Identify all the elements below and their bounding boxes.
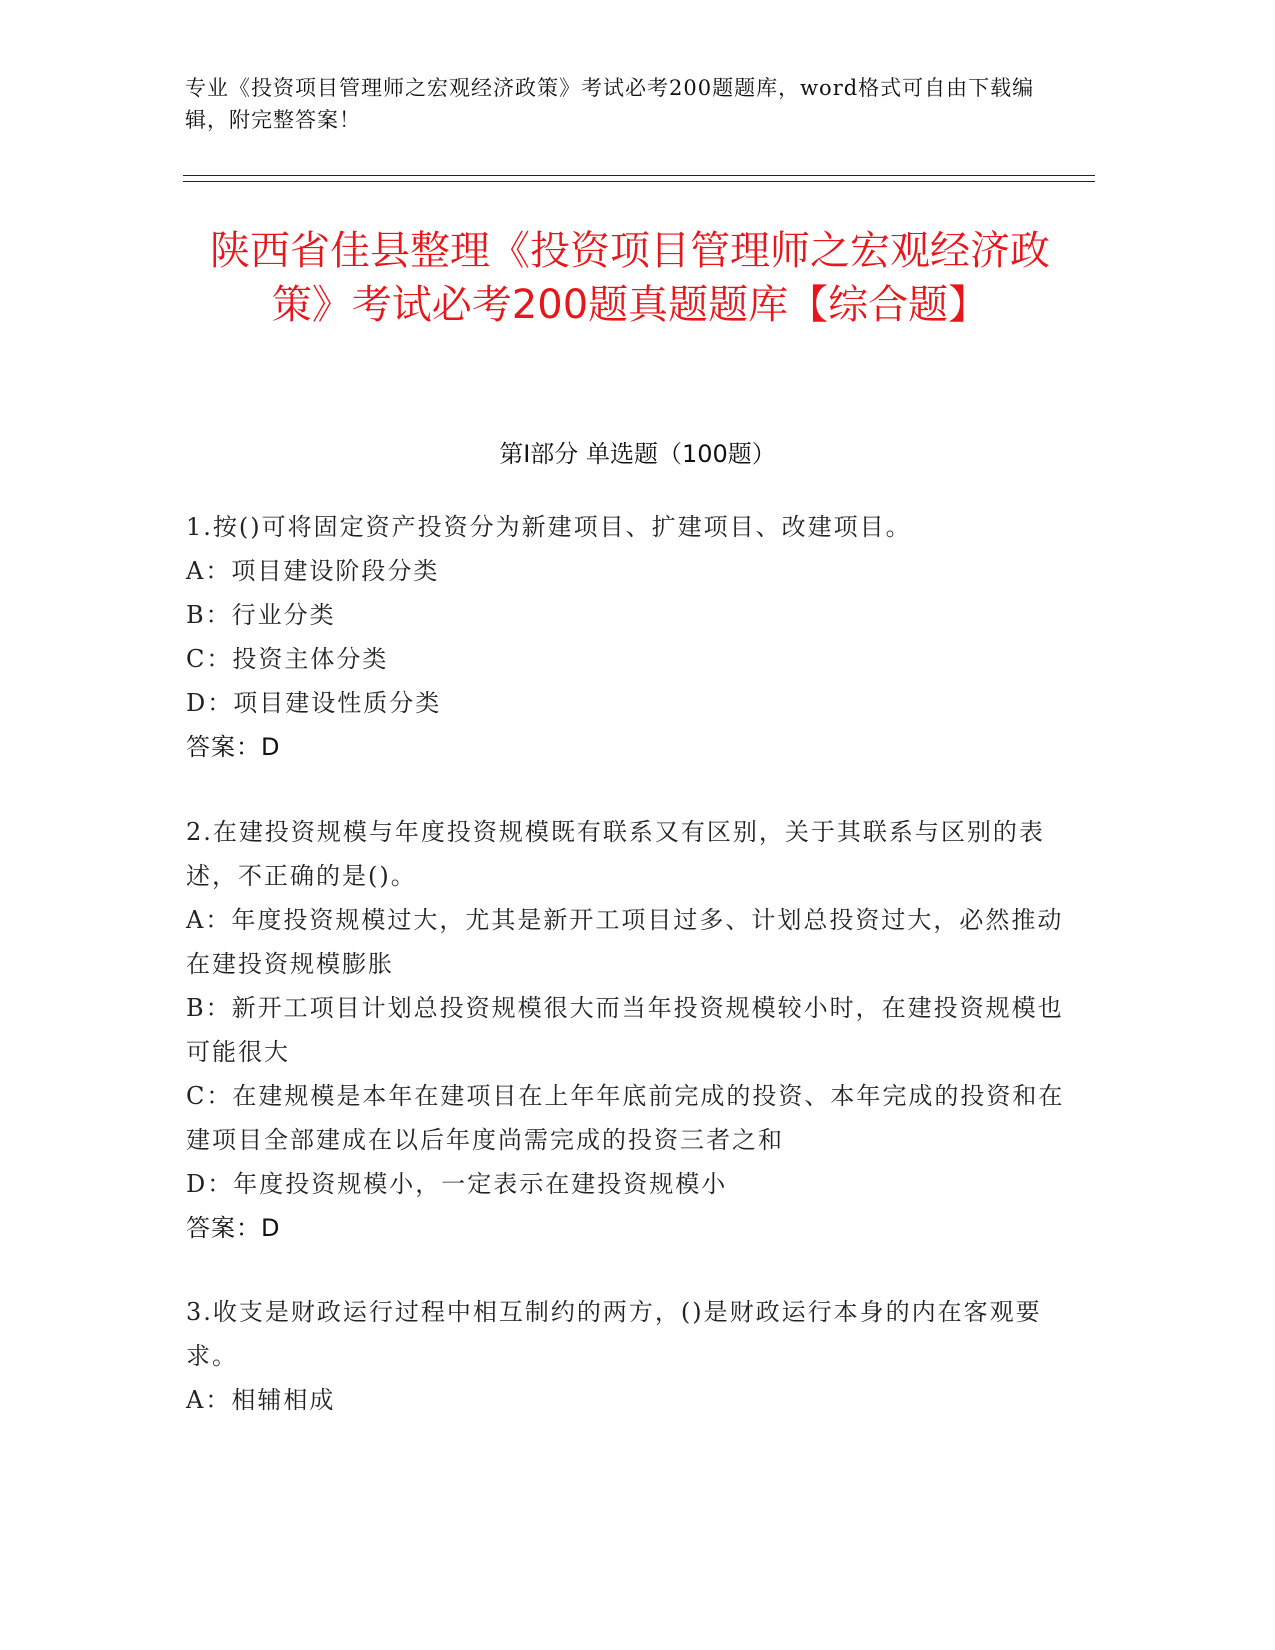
option-c: C：在建规模是本年在建项目在上年年底前完成的投资、本年完成的投资和在建项目全部建成在以后年度尚需完成的投资三者之和: [186, 1082, 1065, 1154]
option-a: A：项目建设阶段分类: [186, 557, 440, 585]
question-stem: 1.按()可将固定资产投资分为新建项目、扩建项目、改建项目。: [186, 513, 912, 541]
answer: 答案：D: [186, 733, 281, 761]
option-a: A：相辅相成: [186, 1386, 336, 1414]
option-c: C：投资主体分类: [186, 645, 389, 673]
question-block: [186, 505, 1066, 769]
question-stem: 2.在建投资规模与年度投资规模既有联系又有区别，关于其联系与区别的表述，不正确的是()。: [186, 818, 1045, 890]
question-block: [186, 810, 1066, 1250]
header-divider-bottom: [183, 181, 1095, 182]
answer: 答案：D: [186, 1214, 281, 1242]
option-b: B：行业分类: [186, 601, 336, 629]
section-heading: 第I部分 单选题（100题）: [499, 440, 776, 468]
option-a: A：年度投资规模过大，尤其是新开工项目过多、计划总投资过大，必然推动在建投资规模膨胀: [186, 906, 1064, 978]
header-note: 专业《投资项目管理师之宏观经济政策》考试必考200题题库，word格式可自由下载编辑，附完整答案！: [185, 76, 1035, 132]
option-d: D：项目建设性质分类: [186, 689, 442, 717]
header-divider-top: [183, 175, 1095, 176]
question-block: [186, 1290, 1066, 1422]
document-title: 陕西省佳县整理《投资项目管理师之宏观经济政策》考试必考200题真题题库【综合题】: [210, 228, 1050, 328]
question-stem: 3.收支是财政运行过程中相互制约的两方，()是财政运行本身的内在客观要求。: [186, 1298, 1042, 1370]
option-b: B：新开工项目计划总投资规模很大而当年投资规模较小时，在建投资规模也可能很大: [186, 994, 1064, 1066]
option-d: D：年度投资规模小，一定表示在建投资规模小: [186, 1170, 728, 1198]
